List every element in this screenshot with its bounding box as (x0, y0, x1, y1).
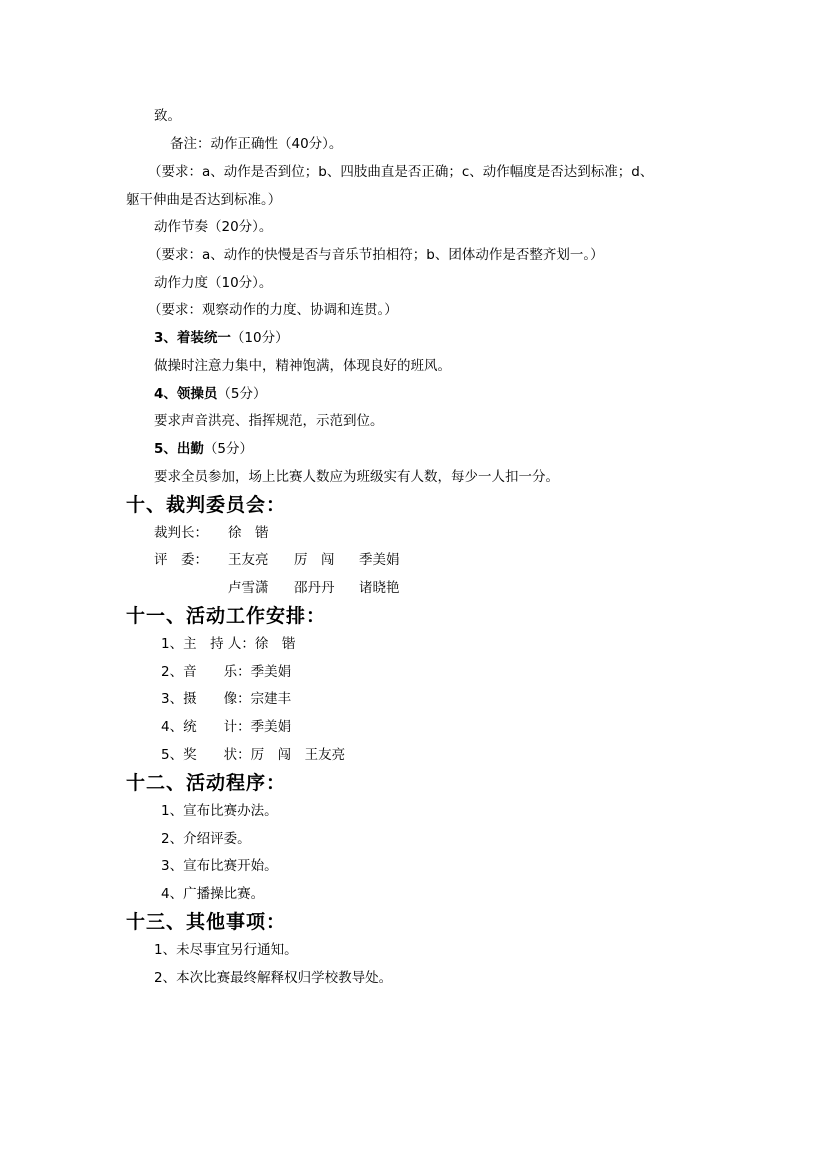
item-title: 3、着装统一 (154, 330, 231, 346)
judge-name: 季美娟 (359, 552, 400, 568)
power-line: 动作力度（10分）。 (154, 275, 273, 291)
judge-name: 王友亮 (228, 552, 269, 568)
role-label: 5、奖 状： (161, 747, 251, 763)
item-desc: 要求全员参加，场上比赛人数应为班级实有人数，每少一人扣一分。 (154, 469, 559, 485)
list-item (161, 635, 295, 653)
item-title: 5、出勤 (154, 441, 204, 457)
section-heading-11: 十一、活动工作安排： (126, 605, 327, 627)
requirement-2: （要求：a、动作的快慢是否与音乐节拍相符；b、团体动作是否整齐划一。） (148, 247, 604, 263)
item-title-line (154, 385, 267, 403)
judge-name: 卢雪潇 (228, 580, 269, 596)
text-continuation: 致。 (154, 108, 181, 124)
role-value: 厉 闯 王友亮 (250, 747, 346, 763)
item-score: （10分） (230, 330, 289, 346)
judges-label: 评 委： (154, 552, 208, 568)
list-item (161, 690, 291, 708)
role-value: 宗建丰 (250, 691, 292, 707)
role-label: 2、音 乐： (161, 664, 251, 680)
note-correctness: 备注：动作正确性（40分）。 (170, 136, 343, 152)
section-heading-12: 十二、活动程序： (126, 772, 287, 794)
list-item: 2、介绍评委。 (161, 831, 251, 847)
list-item: 2、本次比赛最终解释权归学校教导处。 (154, 970, 393, 986)
role-value: 季美娟 (250, 664, 292, 680)
item-score: （5分） (217, 386, 267, 402)
section-heading-10: 十、裁判委员会： (126, 494, 287, 516)
judge-name: 厉 闯 (294, 552, 335, 568)
list-item (161, 663, 291, 681)
requirement-1b: 躯干伸曲是否达到标准。） (126, 192, 282, 208)
item-score: （5分） (203, 441, 253, 457)
list-item: 1、宣布比赛办法。 (161, 803, 278, 819)
requirement-3: （要求：观察动作的力度、协调和连贯。） (148, 302, 398, 318)
requirement-1a: （要求：a、动作是否到位；b、四肢曲直是否正确；c、动作幅度是否达到标准；d、 (148, 164, 654, 180)
list-item (161, 746, 345, 764)
role-label: 1、主 持 人： (161, 636, 255, 652)
item-desc: 要求声音洪亮、指挥规范，示范到位。 (154, 413, 384, 429)
item-desc: 做操时注意力集中，精神饱满，体现良好的班风。 (154, 358, 451, 374)
list-item: 4、广播操比赛。 (161, 886, 265, 902)
judge-name: 邵丹丹 (294, 580, 335, 596)
list-item (161, 718, 291, 736)
section-heading-13: 十三、其他事项： (126, 911, 287, 933)
role-value: 徐 锴 (254, 636, 296, 652)
list-item: 1、未尽事宜另行通知。 (154, 942, 298, 958)
chief-judge-label: 裁判长： (154, 525, 208, 541)
rhythm-line: 动作节奏（20分）。 (154, 219, 273, 235)
item-title-line (154, 440, 253, 458)
role-label: 4、统 计： (161, 719, 251, 735)
chief-judge-name: 徐 锴 (228, 525, 269, 541)
item-title-line (154, 329, 289, 347)
role-label: 3、摄 像： (161, 691, 251, 707)
item-title: 4、领操员 (154, 386, 218, 402)
role-value: 季美娟 (250, 719, 292, 735)
judge-name: 诸晓艳 (359, 580, 400, 596)
list-item: 3、宣布比赛开始。 (161, 858, 278, 874)
